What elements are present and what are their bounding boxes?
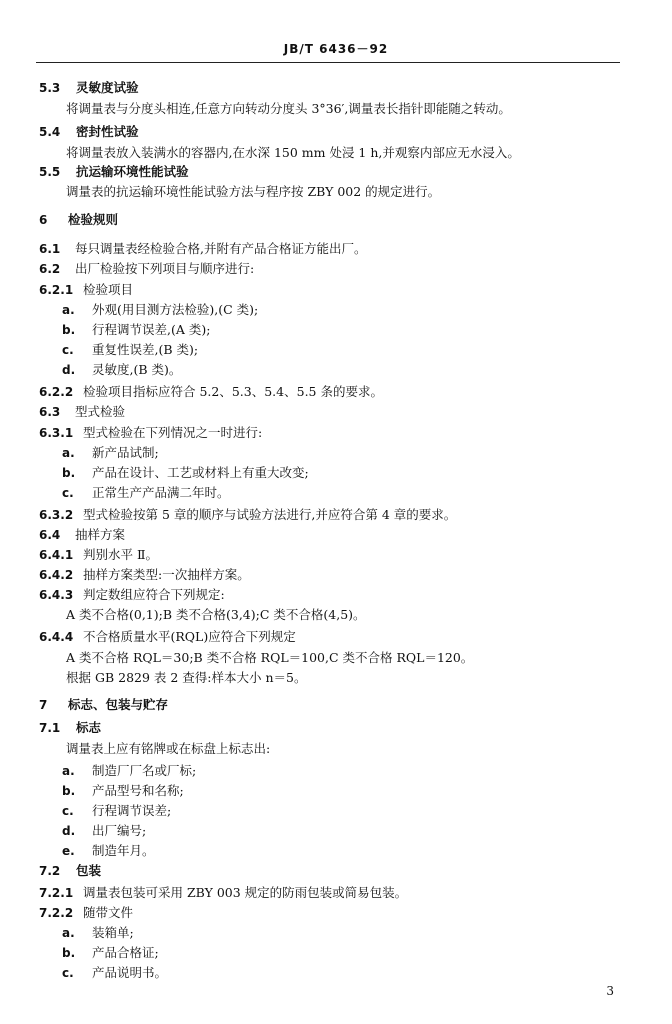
- list-item-label: c.: [62, 343, 74, 357]
- clause-number: 7: [39, 698, 48, 712]
- clause-title: 标志、包装与贮存: [68, 697, 169, 712]
- clause-text: 型式检验: [75, 404, 126, 419]
- clause-number: 7.2: [39, 864, 61, 878]
- list-item-text: 制造厂厂名或厂标;: [92, 763, 197, 778]
- page-number: 3: [606, 984, 614, 998]
- list-item-text: 产品型号和名称;: [92, 783, 184, 798]
- paragraph-text: 将调量表与分度头相连,任意方向转动分度头 3°36′,调量表长指针即能随之转动。: [66, 101, 511, 116]
- list-item-text: 正常生产产品满二年时。: [92, 485, 230, 500]
- list-item-label: d.: [62, 824, 76, 838]
- clause-number: 6.4: [39, 528, 61, 542]
- clause-text: 每只调量表经检验合格,并附有产品合格证方能出厂。: [75, 241, 367, 256]
- clause-text: 判别水平 Ⅱ。: [83, 547, 158, 562]
- list-item-label: c.: [62, 486, 74, 500]
- list-item-text: 新产品试制;: [92, 445, 159, 460]
- list-item-label: c.: [62, 804, 74, 818]
- clause-text: 抽样方案类型:一次抽样方案。: [83, 567, 250, 582]
- list-item-text: 出厂编号;: [92, 823, 147, 838]
- clause-number: 6.4.4: [39, 630, 74, 644]
- list-item-label: a.: [62, 764, 75, 778]
- list-item-text: 灵敏度,(B 类)。: [92, 362, 182, 377]
- clause-number: 6.3.1: [39, 426, 74, 440]
- clause-text: 型式检验在下列情况之一时进行:: [83, 425, 263, 440]
- clause-number: 5.5: [39, 165, 61, 179]
- clause-number: 6.4.2: [39, 568, 74, 582]
- clause-text: 出厂检验按下列项目与顺序进行:: [75, 261, 255, 276]
- clause-text: 抽样方案: [75, 527, 126, 542]
- list-item-label: c.: [62, 966, 74, 980]
- clause-number: 6: [39, 213, 48, 227]
- clause-number: 7.2.2: [39, 906, 74, 920]
- list-item-text: 产品在设计、工艺或材料上有重大改变;: [92, 465, 309, 480]
- list-item-label: d.: [62, 363, 76, 377]
- paragraph-text: 根据 GB 2829 表 2 查得:样本大小 n＝5。: [66, 670, 307, 685]
- clause-title: 检验规则: [68, 212, 119, 227]
- clause-title: 标志: [76, 720, 102, 735]
- clause-text: 检验项目: [83, 282, 134, 297]
- clause-number: 6.4.3: [39, 588, 74, 602]
- list-item-label: e.: [62, 844, 75, 858]
- paragraph-text: A 类不合格 RQL＝30;B 类不合格 RQL＝100,C 类不合格 RQL＝120。: [66, 650, 474, 665]
- clause-title: 包装: [76, 863, 102, 878]
- clause-number: 6.4.1: [39, 548, 74, 562]
- clause-number: 6.3.2: [39, 508, 74, 522]
- list-item-label: a.: [62, 926, 75, 940]
- list-item-label: b.: [62, 946, 76, 960]
- clause-number: 6.2.1: [39, 283, 74, 297]
- clause-text: 不合格质量水平(RQL)应符合下列规定: [83, 629, 296, 644]
- paragraph-text: A 类不合格(0,1);B 类不合格(3,4);C 类不合格(4,5)。: [66, 607, 366, 622]
- list-item-label: b.: [62, 323, 76, 337]
- list-item-label: b.: [62, 784, 76, 798]
- clause-number: 7.1: [39, 721, 61, 735]
- list-item-label: a.: [62, 446, 75, 460]
- clause-text: 检验项目指标应符合 5.2、5.3、5.4、5.5 条的要求。: [83, 384, 383, 399]
- list-item-text: 行程调节误差,(A 类);: [92, 322, 211, 337]
- paragraph-text: 调量表的抗运输环境性能试验方法与程序按 ZBY 002 的规定进行。: [66, 184, 441, 199]
- document-id-header: JB/T 6436－92: [283, 42, 389, 56]
- list-item-label: b.: [62, 466, 76, 480]
- list-item-text: 产品说明书。: [92, 965, 168, 980]
- clause-number: 6.2.2: [39, 385, 74, 399]
- clause-number: 5.4: [39, 125, 61, 139]
- clause-number: 6.2: [39, 262, 61, 276]
- clause-text: 判定数组应符合下列规定:: [83, 587, 225, 602]
- list-item-text: 重复性误差,(B 类);: [92, 342, 199, 357]
- clause-title: 灵敏度试验: [76, 80, 139, 95]
- list-item-text: 装箱单;: [92, 925, 134, 940]
- clause-number: 6.3: [39, 405, 61, 419]
- paragraph-text: 将调量表放入装满水的容器内,在水深 150 mm 处浸 1 h,并观察内部应无水浸入。: [66, 145, 520, 160]
- clause-title: 抗运输环境性能试验: [76, 164, 189, 179]
- list-item-text: 外观(用目测方法检验),(C 类);: [92, 302, 259, 317]
- clause-title: 密封性试验: [76, 124, 139, 139]
- clause-number: 5.3: [39, 81, 61, 95]
- list-item-text: 制造年月。: [92, 843, 155, 858]
- list-item-label: a.: [62, 303, 75, 317]
- list-item-text: 产品合格证;: [92, 945, 159, 960]
- clause-number: 7.2.1: [39, 886, 74, 900]
- clause-text: 随带文件: [83, 905, 134, 920]
- clause-text: 型式检验按第 5 章的顺序与试验方法进行,并应符合第 4 章的要求。: [83, 507, 457, 522]
- clause-text: 调量表包装可采用 ZBY 003 规定的防雨包装或简易包装。: [83, 885, 408, 900]
- header-rule: [36, 62, 620, 63]
- list-item-text: 行程调节误差;: [92, 803, 172, 818]
- paragraph-text: 调量表上应有铭牌或在标盘上标志出:: [66, 741, 271, 756]
- clause-number: 6.1: [39, 242, 61, 256]
